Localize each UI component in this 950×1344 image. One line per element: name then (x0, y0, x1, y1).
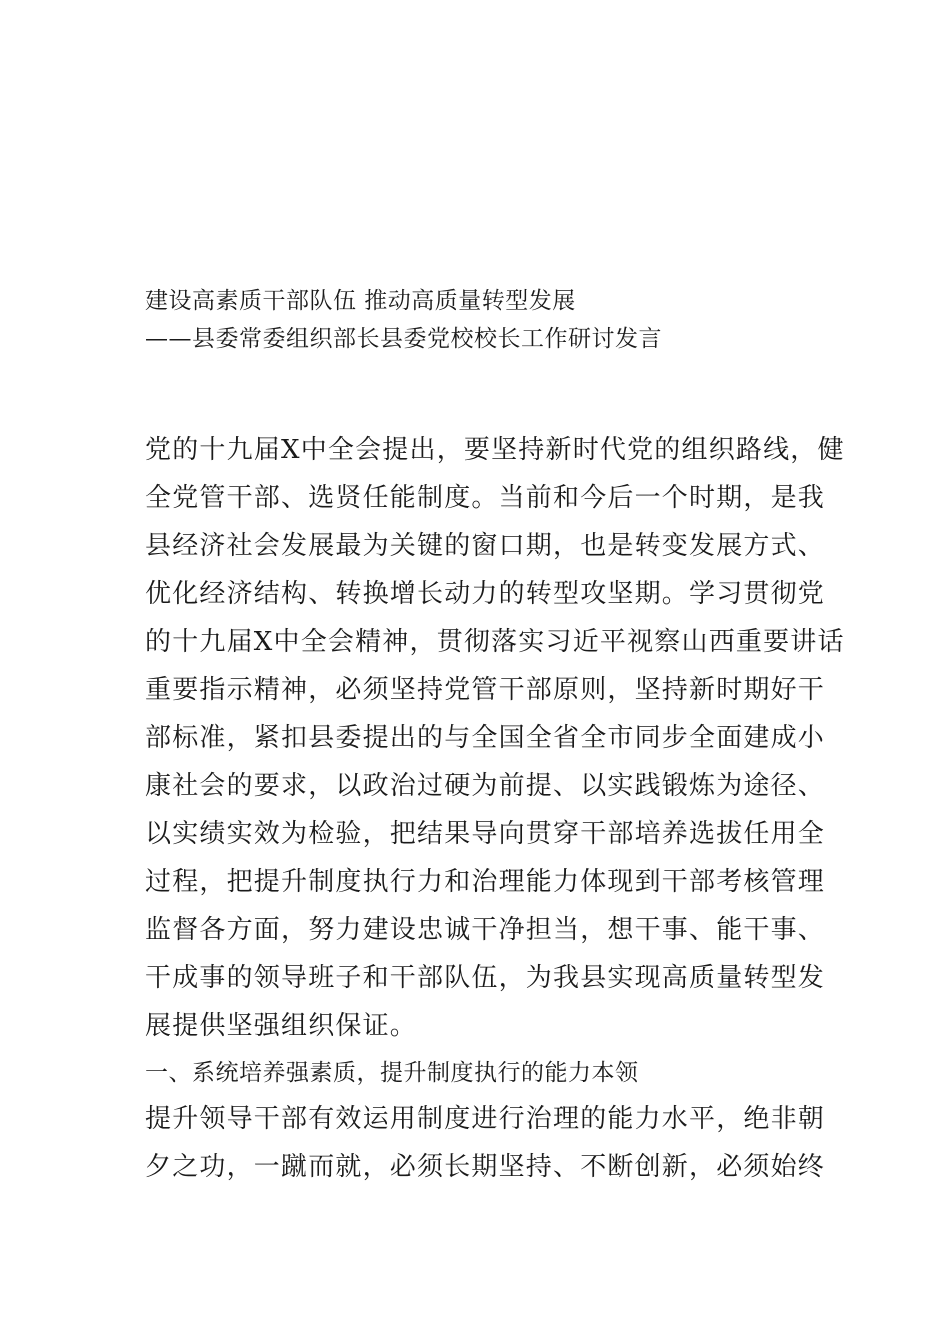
paragraph-line: 部标准，紧扣县委提出的与全国全省全市同步全面建成小 (145, 723, 826, 753)
title-block (145, 282, 845, 358)
document-title: 建设高素质干部队伍 推动高质量转型发展 (145, 288, 576, 314)
document-body (145, 426, 845, 1191)
paragraph-2 (145, 1095, 826, 1191)
paragraph-line: 过程，把提升制度执行力和治理能力体现到干部考核管理 (145, 867, 826, 897)
paragraph-line: 以实绩实效为检验，把结果导向贯穿干部培养选拔任用全 (145, 819, 826, 849)
paragraph-line: 展提供坚强组织保证。 (145, 1011, 418, 1041)
section-heading: 一、系统培养强素质，提升制度执行的能力本领 (145, 1060, 639, 1086)
paragraph-line: 监督各方面，努力建设忠诚干净担当，想干事、能干事、 (145, 915, 826, 945)
paragraph-line: 优化经济结构、转换增长动力的转型攻坚期。学习贯彻党 (145, 579, 826, 609)
paragraph-line: 全党管干部、选贤任能制度。当前和今后一个时期，是我 (145, 483, 826, 513)
paragraph-line: 提升领导干部有效运用制度进行治理的能力水平，绝非朝 (145, 1104, 826, 1134)
paragraph-line: 干成事的领导班子和干部队伍，为我县实现高质量转型发 (145, 963, 826, 993)
document-subtitle: ——县委常委组织部长县委党校校长工作研讨发言 (145, 326, 662, 352)
paragraph-line: 夕之功，一蹴而就，必须长期坚持、不断创新，必须始终 (145, 1152, 826, 1182)
paragraph-line: 党的十九届Ⅹ中全会提出，要坚持新时代党的组织路线，健 (145, 435, 845, 465)
paragraph-1 (145, 426, 845, 1050)
paragraph-line: 康社会的要求，以政治过硬为前提、以实践锻炼为途径、 (145, 771, 826, 801)
paragraph-line: 县经济社会发展最为关键的窗口期，也是转变发展方式、 (145, 531, 826, 561)
paragraph-line: 的十九届Ⅹ中全会精神，贯彻落实习近平视察山西重要讲话 (145, 627, 845, 657)
paragraph-line: 重要指示精神，必须坚持党管干部原则，坚持新时期好干 (145, 675, 826, 705)
